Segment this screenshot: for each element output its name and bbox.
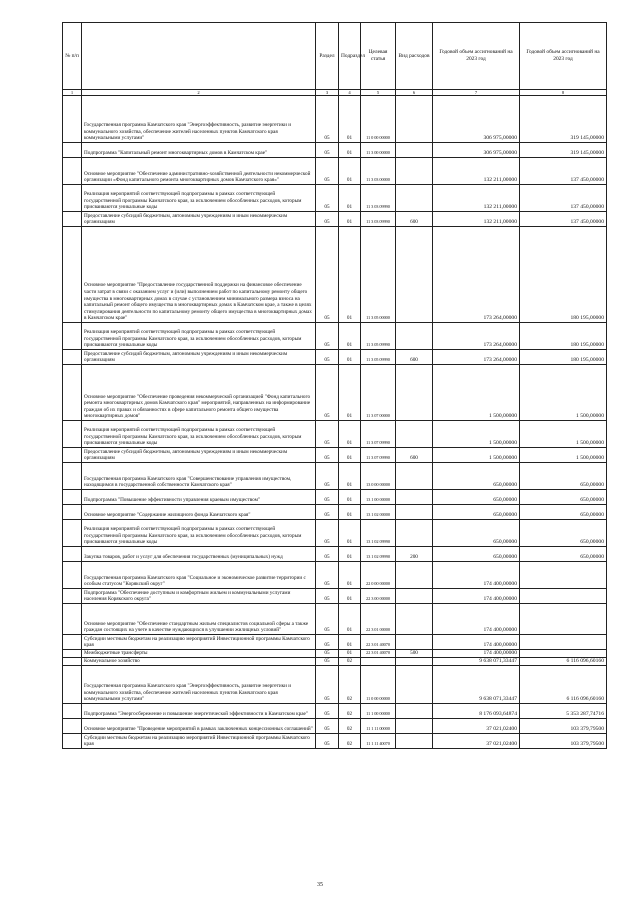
header-vid: Вид расходов — [396, 23, 433, 90]
cell-num — [63, 635, 82, 650]
column-number: 5 — [361, 90, 396, 96]
cell-value-2023b: 5 353 287,74716 — [520, 704, 607, 719]
cell-num — [63, 421, 82, 448]
cell-target: 22 0 00 00000 — [361, 562, 396, 589]
cell-value-2023b: 650,00000 — [520, 463, 607, 490]
cell-podrazdel: 01 — [339, 212, 361, 227]
cell-podrazdel: 01 — [339, 421, 361, 448]
cell-name: Основное мероприятие "Проведение мероприятий в рамках заключенных концессионных соглашений" — [82, 719, 316, 734]
cell-num — [63, 704, 82, 719]
budget-table-page — [62, 22, 606, 749]
cell-vid — [396, 185, 433, 212]
cell-target: 22 3 01 40070 — [361, 635, 396, 650]
cell-value-2023: 9 638 071,33447 — [433, 666, 520, 704]
header-row — [63, 23, 607, 90]
cell-podrazdel: 01 — [339, 463, 361, 490]
cell-target: 11 3 03 00000 — [361, 158, 396, 185]
cell-value-2023: 650,00000 — [433, 463, 520, 490]
cell-vid — [396, 734, 433, 749]
cell-podrazdel: 01 — [339, 158, 361, 185]
table-row — [63, 185, 607, 212]
column-number: 1 — [63, 90, 82, 96]
cell-num — [63, 143, 82, 158]
cell-razdel: 05 — [316, 650, 339, 658]
cell-name: Закупка товаров, работ и услуг для обеспечения государственных (муниципальных) нужд — [82, 547, 316, 562]
table-row — [63, 589, 607, 604]
cell-target: 22 3 01 00000 — [361, 604, 396, 635]
table-row — [63, 666, 607, 704]
cell-name: Реализация мероприятий соответствующей подпрограммы в рамках соответствующей государственной программы Камчатского края, за исключением обособленных расходов, которым присваиваются уникальные коды — [82, 421, 316, 448]
cell-target: 11 3 05 09990 — [361, 350, 396, 365]
cell-razdel: 05 — [316, 350, 339, 365]
cell-value-2023b: 319 145,00000 — [520, 143, 607, 158]
cell-podrazdel: 02 — [339, 719, 361, 734]
column-number: 3 — [316, 90, 339, 96]
cell-value-2023: 174 400,00000 — [433, 604, 520, 635]
cell-target: 11 0 00 00000 — [361, 666, 396, 704]
cell-vid — [396, 143, 433, 158]
table-row — [63, 227, 607, 323]
cell-target: 11 1 11 00000 — [361, 719, 396, 734]
cell-value-2023: 174 400,00000 — [433, 635, 520, 650]
table-row — [63, 505, 607, 520]
cell-razdel: 05 — [316, 365, 339, 421]
cell-razdel: 05 — [316, 547, 339, 562]
table-row — [63, 604, 607, 635]
cell-num — [63, 158, 82, 185]
cell-vid — [396, 505, 433, 520]
cell-value-2023: 174 400,00000 — [433, 589, 520, 604]
cell-name: Предоставление субсидий бюджетным, автономным учреждениям и иным некоммерческим организациям — [82, 212, 316, 227]
cell-razdel: 05 — [316, 719, 339, 734]
cell-value-2023b: 137 450,00000 — [520, 212, 607, 227]
cell-razdel: 05 — [316, 490, 339, 505]
cell-value-2023: 37 021,02400 — [433, 719, 520, 734]
table-row — [63, 143, 607, 158]
cell-podrazdel: 01 — [339, 448, 361, 463]
cell-razdel: 05 — [316, 323, 339, 350]
cell-name: Субсидии местным бюджетам на реализацию мероприятий Инвестиционной программы Камчатского края — [82, 734, 316, 749]
column-number: 6 — [396, 90, 433, 96]
cell-podrazdel: 01 — [339, 227, 361, 323]
cell-podrazdel: 01 — [339, 547, 361, 562]
cell-name: Подпрограмма "Энергосбережение и повышение энергетической эффективности в Камчатском крае" — [82, 704, 316, 719]
table-row — [63, 650, 607, 658]
cell-value-2023b — [520, 635, 607, 650]
cell-value-2023b: 650,00000 — [520, 490, 607, 505]
cell-target: 11 3 05 00000 — [361, 227, 396, 323]
table-row — [63, 734, 607, 749]
cell-razdel: 05 — [316, 589, 339, 604]
table-row — [63, 490, 607, 505]
cell-value-2023: 306 975,00000 — [433, 96, 520, 143]
budget-table — [62, 22, 607, 749]
cell-num — [63, 185, 82, 212]
header-razdel: Раздел — [316, 23, 339, 90]
cell-value-2023b: 180 195,00000 — [520, 227, 607, 323]
cell-target: 11 3 03 09990 — [361, 185, 396, 212]
cell-razdel: 05 — [316, 448, 339, 463]
column-number: 7 — [433, 90, 520, 96]
cell-name: Предоставление субсидий бюджетным, автономным учреждениям и иным некоммерческим организациям — [82, 350, 316, 365]
cell-target: 11 0 00 00000 — [361, 96, 396, 143]
cell-podrazdel: 01 — [339, 143, 361, 158]
cell-target: 11 3 07 09990 — [361, 421, 396, 448]
table-row — [63, 212, 607, 227]
cell-vid — [396, 463, 433, 490]
table-row — [63, 421, 607, 448]
cell-value-2023: 174 400,00000 — [433, 650, 520, 658]
cell-vid — [396, 562, 433, 589]
cell-podrazdel: 01 — [339, 520, 361, 547]
cell-target: 11 3 00 00000 — [361, 143, 396, 158]
cell-value-2023b: 6 116 096,60160 — [520, 658, 607, 666]
cell-value-2023b — [520, 562, 607, 589]
column-number: 2 — [82, 90, 316, 96]
cell-name: Реализация мероприятий соответствующей подпрограммы в рамках соответствующей государственной программы Камчатского края, за исключением обособленных расходов, которым присваиваются уникальные коды — [82, 520, 316, 547]
cell-num — [63, 96, 82, 143]
table-row — [63, 562, 607, 589]
cell-podrazdel: 01 — [339, 505, 361, 520]
cell-value-2023: 650,00000 — [433, 505, 520, 520]
cell-razdel: 05 — [316, 463, 339, 490]
cell-target: 13 1 02 09990 — [361, 520, 396, 547]
cell-podrazdel: 02 — [339, 666, 361, 704]
cell-razdel: 05 — [316, 562, 339, 589]
column-number: 8 — [520, 90, 607, 96]
cell-vid — [396, 704, 433, 719]
cell-value-2023b — [520, 650, 607, 658]
cell-value-2023b: 6 116 096,60160 — [520, 666, 607, 704]
cell-value-2023b: 103 379,79500 — [520, 734, 607, 749]
cell-num — [63, 212, 82, 227]
cell-name: Подпрограмма "Капитальный ремонт многоквартирных домов в Камчатском крае" — [82, 143, 316, 158]
cell-podrazdel: 01 — [339, 650, 361, 658]
cell-razdel: 05 — [316, 143, 339, 158]
cell-value-2023: 1 500,00000 — [433, 448, 520, 463]
cell-podrazdel: 01 — [339, 604, 361, 635]
cell-name: Субсидии местным бюджетам на реализацию мероприятий Инвестиционной программы Камчатского края — [82, 635, 316, 650]
cell-value-2023b: 1 500,00000 — [520, 421, 607, 448]
cell-podrazdel: 02 — [339, 658, 361, 666]
cell-vid: 600 — [396, 212, 433, 227]
header-podrazdel: Подраздел — [339, 23, 361, 90]
cell-vid — [396, 421, 433, 448]
cell-vid — [396, 658, 433, 666]
cell-value-2023b: 650,00000 — [520, 547, 607, 562]
page-number: 35 — [317, 882, 323, 888]
cell-podrazdel: 01 — [339, 350, 361, 365]
cell-target: 13 1 02 09990 — [361, 547, 396, 562]
cell-name: Коммунальное хозяйство — [82, 658, 316, 666]
cell-razdel: 05 — [316, 227, 339, 323]
cell-podrazdel: 01 — [339, 635, 361, 650]
cell-razdel: 05 — [316, 505, 339, 520]
cell-num — [63, 520, 82, 547]
cell-target: 13 0 00 00000 — [361, 463, 396, 490]
cell-target: 11 3 03 09990 — [361, 212, 396, 227]
cell-target: 22 3 00 00000 — [361, 589, 396, 604]
table-row — [63, 520, 607, 547]
cell-razdel: 05 — [316, 212, 339, 227]
table-row — [63, 547, 607, 562]
cell-vid — [396, 520, 433, 547]
cell-podrazdel: 02 — [339, 734, 361, 749]
cell-name: Подпрограмма "Обеспечение доступным и комфортным жильем и коммунальными услугами населения Корякского округа" — [82, 589, 316, 604]
cell-num — [63, 734, 82, 749]
header-num: № п/п — [63, 23, 82, 90]
cell-name: Межбюджетные трансферты — [82, 650, 316, 658]
table-body — [63, 96, 607, 749]
cell-vid — [396, 589, 433, 604]
cell-target: 11 1 00 00000 — [361, 704, 396, 719]
table-row — [63, 635, 607, 650]
cell-target: 11 3 07 00000 — [361, 365, 396, 421]
cell-target: 13 1 00 00000 — [361, 490, 396, 505]
cell-num — [63, 562, 82, 589]
cell-vid — [396, 719, 433, 734]
table-row — [63, 448, 607, 463]
cell-target: 11 1 11 40070 — [361, 734, 396, 749]
cell-value-2023b: 137 450,00000 — [520, 158, 607, 185]
cell-vid — [396, 365, 433, 421]
cell-num — [63, 227, 82, 323]
cell-value-2023: 9 638 071,33447 — [433, 658, 520, 666]
cell-num — [63, 650, 82, 658]
cell-value-2023: 306 975,00000 — [433, 143, 520, 158]
cell-value-2023: 1 500,00000 — [433, 365, 520, 421]
cell-podrazdel: 01 — [339, 365, 361, 421]
cell-name: Государственная программа Камчатского края "Энергоэффективность, развитие энергетики и коммунального хозяйства, обеспечение жителей населенных пунктов Камчатского края коммунальными услугами" — [82, 666, 316, 704]
cell-vid — [396, 158, 433, 185]
cell-num — [63, 589, 82, 604]
table-row — [63, 323, 607, 350]
cell-value-2023: 173 264,00000 — [433, 323, 520, 350]
cell-num — [63, 365, 82, 421]
table-row — [63, 96, 607, 143]
cell-value-2023b: 180 195,00000 — [520, 323, 607, 350]
cell-vid — [396, 323, 433, 350]
cell-num — [63, 490, 82, 505]
cell-value-2023: 173 264,00000 — [433, 227, 520, 323]
cell-target: 11 3 05 09990 — [361, 323, 396, 350]
cell-name: Государственная программа Камчатского края "Социальное и экономическое развитие территории с особым статусом "Корякский округ" — [82, 562, 316, 589]
header-name — [82, 23, 316, 90]
cell-num — [63, 547, 82, 562]
cell-name: Государственная программа Камчатского края "Совершенствование управления имуществом, находящимся в государственной собственности Камчатского края" — [82, 463, 316, 490]
cell-razdel: 05 — [316, 734, 339, 749]
header-target: Целевая статья — [361, 23, 396, 90]
cell-num — [63, 505, 82, 520]
table-row — [63, 350, 607, 365]
cell-podrazdel: 01 — [339, 185, 361, 212]
cell-value-2023: 132 211,00000 — [433, 212, 520, 227]
cell-razdel: 05 — [316, 185, 339, 212]
cell-vid — [396, 666, 433, 704]
cell-value-2023b: 103 379,79500 — [520, 719, 607, 734]
cell-value-2023b: 650,00000 — [520, 520, 607, 547]
cell-value-2023b — [520, 589, 607, 604]
cell-value-2023b — [520, 604, 607, 635]
table-row — [63, 463, 607, 490]
cell-name: Основное мероприятие "Содержание жилищного фонда Камчатского края" — [82, 505, 316, 520]
cell-razdel: 05 — [316, 520, 339, 547]
cell-podrazdel: 01 — [339, 96, 361, 143]
cell-razdel: 05 — [316, 604, 339, 635]
table-row — [63, 158, 607, 185]
cell-value-2023: 650,00000 — [433, 490, 520, 505]
cell-name: Основное мероприятие "Обеспечение проведения некоммерческой организацией "Фонд капитального ремонта многоквартирных домов Камчатского края" мероприятий, направленных на информирование граждан об их правах и обязанностях в сфере капитального ремонта общего имущества многоквартирных домов" — [82, 365, 316, 421]
cell-value-2023b: 1 500,00000 — [520, 365, 607, 421]
cell-value-2023: 37 021,02400 — [433, 734, 520, 749]
cell-value-2023b: 137 450,00000 — [520, 185, 607, 212]
header-2023b: Годовой объем ассигнований на 2023 год — [520, 23, 607, 90]
cell-vid: 200 — [396, 547, 433, 562]
cell-vid — [396, 490, 433, 505]
cell-vid: 600 — [396, 350, 433, 365]
cell-num — [63, 604, 82, 635]
cell-value-2023: 650,00000 — [433, 520, 520, 547]
cell-target: 22 3 01 40070 — [361, 650, 396, 658]
cell-vid — [396, 96, 433, 143]
cell-value-2023: 174 400,00000 — [433, 562, 520, 589]
cell-podrazdel: 01 — [339, 490, 361, 505]
cell-podrazdel: 01 — [339, 589, 361, 604]
cell-vid: 500 — [396, 650, 433, 658]
cell-target — [361, 658, 396, 666]
cell-name: Предоставление субсидий бюджетным, автономным учреждениям и иным некоммерческим организациям — [82, 448, 316, 463]
cell-target: 13 1 02 00000 — [361, 505, 396, 520]
cell-num — [63, 666, 82, 704]
cell-value-2023: 8 176 093,64874 — [433, 704, 520, 719]
cell-name: Государственная программа Камчатского края "Энергоэффективность, развитие энергетики и коммунального хозяйства, обеспечение жителей населенных пунктов Камчатского края коммунальными услугами" — [82, 96, 316, 143]
cell-razdel: 05 — [316, 96, 339, 143]
cell-num — [63, 448, 82, 463]
cell-name: Реализация мероприятий соответствующей подпрограммы в рамках соответствующей государственной программы Камчатского края, за исключением обособленных расходов, которым присваиваются уникальные коды — [82, 185, 316, 212]
cell-razdel: 05 — [316, 666, 339, 704]
cell-target: 11 3 07 09990 — [361, 448, 396, 463]
table-row — [63, 658, 607, 666]
cell-num — [63, 463, 82, 490]
cell-podrazdel: 01 — [339, 323, 361, 350]
header-2023: Годовой объем ассигнований на 2023 год — [433, 23, 520, 90]
cell-value-2023: 650,00000 — [433, 547, 520, 562]
cell-razdel: 05 — [316, 658, 339, 666]
cell-name: Подпрограмма "Повышение эффективности управления краевым имуществом" — [82, 490, 316, 505]
cell-vid — [396, 227, 433, 323]
cell-value-2023b: 650,00000 — [520, 505, 607, 520]
cell-vid — [396, 604, 433, 635]
cell-value-2023: 1 500,00000 — [433, 421, 520, 448]
cell-name: Основное мероприятие "Обеспечение стандартным жильем специалистов социальной сферы а также граждан состоящих на учете в качестве нуждающихся в улучшении жилищных условий" — [82, 604, 316, 635]
cell-razdel: 05 — [316, 704, 339, 719]
column-number: 4 — [339, 90, 361, 96]
cell-value-2023b: 180 195,00000 — [520, 350, 607, 365]
cell-vid — [396, 635, 433, 650]
cell-razdel: 05 — [316, 421, 339, 448]
cell-value-2023: 173 264,00000 — [433, 350, 520, 365]
cell-num — [63, 719, 82, 734]
cell-num — [63, 658, 82, 666]
table-row — [63, 365, 607, 421]
cell-razdel: 05 — [316, 158, 339, 185]
cell-value-2023b: 319 145,00000 — [520, 96, 607, 143]
cell-razdel: 05 — [316, 635, 339, 650]
cell-value-2023: 132 211,00000 — [433, 158, 520, 185]
cell-num — [63, 323, 82, 350]
cell-name: Реализация мероприятий соответствующей подпрограммы в рамках соответствующей государственной программы Камчатского края, за исключением обособленных расходов, которым присваиваются уникальные коды — [82, 323, 316, 350]
cell-value-2023b: 1 500,00000 — [520, 448, 607, 463]
cell-podrazdel: 01 — [339, 562, 361, 589]
table-row — [63, 719, 607, 734]
cell-num — [63, 350, 82, 365]
cell-value-2023: 132 211,00000 — [433, 185, 520, 212]
cell-vid: 600 — [396, 448, 433, 463]
cell-name: Основное мероприятие "Предоставление государственной поддержки на финансовое обеспечение части затрат в связи с оказанием услуг и (или) выполнением работ по капитальному ремонту общего имущества в многоквартирных домах в случае с установлением минимального размера взноса на капитальный ремонт общего имущества в многоквартирных домах в Камчатском крае, а также в целях стимулирования деятельности по капитальному ремонту общего имущества в многоквартирных домах в Камчатском крае" — [82, 227, 316, 323]
cell-name: Основное мероприятие "Обеспечение административно-хозяйственной деятельности некоммерческой организации «Фонд капитального ремонта многоквартирных домов Камчатского края»" — [82, 158, 316, 185]
table-row — [63, 704, 607, 719]
cell-podrazdel: 02 — [339, 704, 361, 719]
